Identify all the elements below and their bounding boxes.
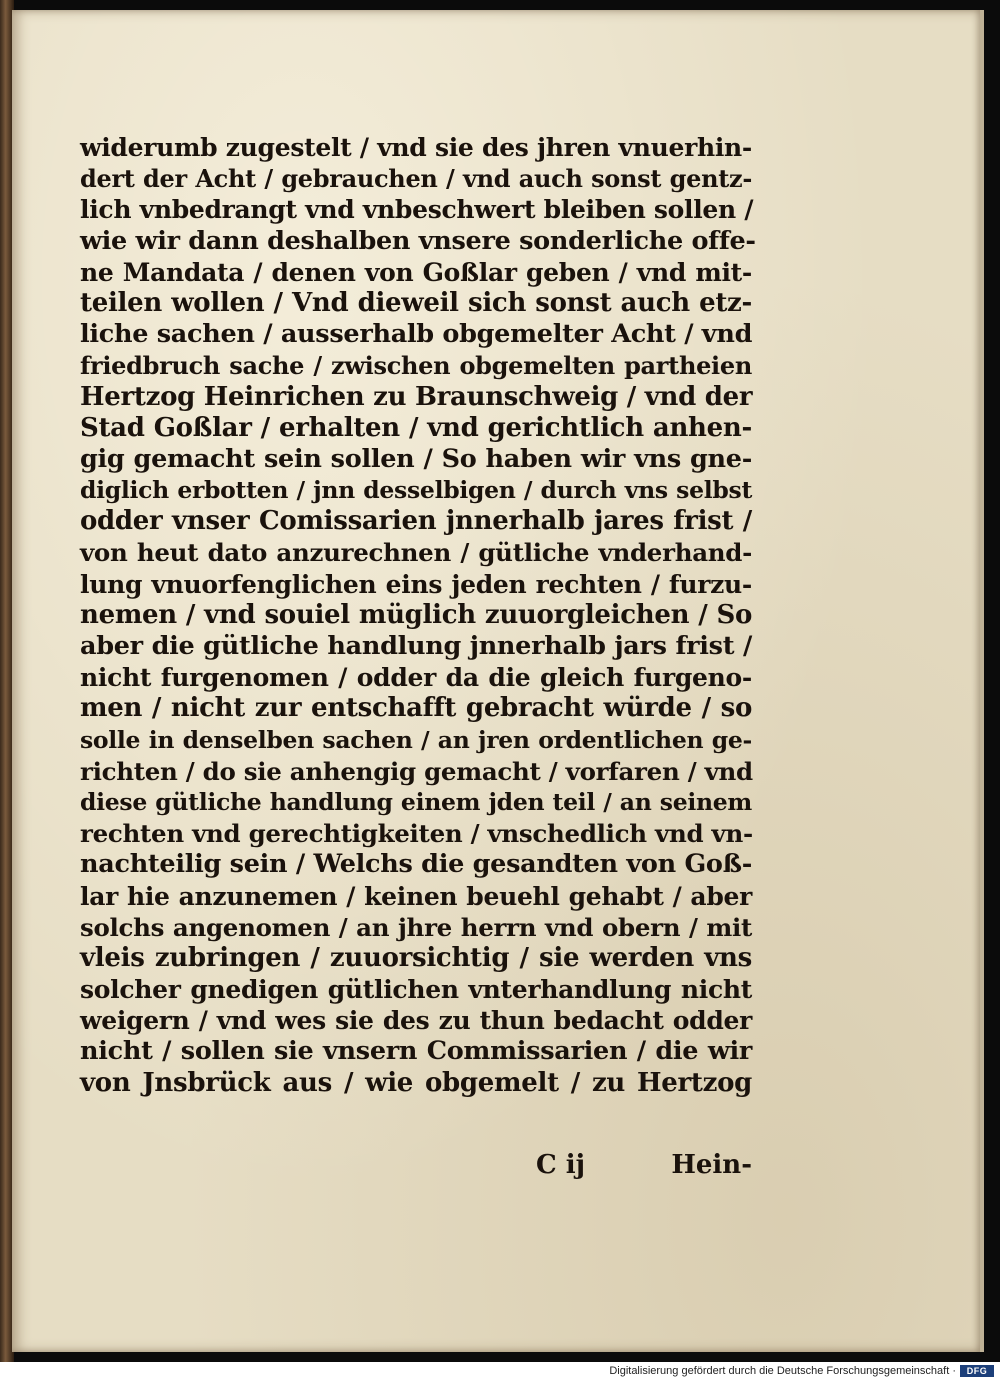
text-line: von heut dato anzurechnen / gütliche vnderhand- xyxy=(80,538,752,568)
text-line: Hertzog Heinrichen zu Braunschweig / vnd der xyxy=(80,381,753,412)
text-line: aber die gütliche handlung jnnerhalb jars frist / xyxy=(80,631,752,661)
catchword: Hein- xyxy=(671,1150,752,1180)
text-line: nemen / vnd souiel müglich zuuorgleichen / So xyxy=(80,599,752,630)
text-line: widerumb zugestelt / vnd sie des jhren vnuerhin- xyxy=(80,133,752,162)
credit-text: Digitalisierung gefördert durch die Deutsche Forschungsgemeinschaft · xyxy=(609,1365,956,1377)
text-line: nachteilig sein / Welchs die gesandten von Goß- xyxy=(80,849,752,880)
text-line: vleis zubringen / zuuorsichtig / sie werden vns xyxy=(80,942,752,973)
text-line: nicht furgenomen / odder da die gleich furgeno- xyxy=(80,663,752,693)
text-line: solchs angenomen / an jhre herrn vnd obern / mit xyxy=(80,912,752,942)
text-line: odder vnser Comissarien jnnerhalb jares frist / xyxy=(80,506,752,537)
text-line: weigern / vnd wes sie des zu thun bedacht odder xyxy=(80,1006,752,1036)
text-line: teilen wollen / Vnd dieweil sich sonst auch etz- xyxy=(80,287,752,318)
text-line: gig gemacht sein sollen / So haben wir vns gne- xyxy=(80,443,752,474)
text-line: solcher gnedigen gütlichen vnterhandlung nicht xyxy=(80,975,752,1005)
text-line: diglich erbotten / jnn desselbigen / durch vns selbst xyxy=(80,476,752,505)
signature-mark: C ij xyxy=(536,1150,586,1180)
credit-bar xyxy=(0,1362,1000,1380)
text-line: liche sachen / ausserhalb obgemelter Acht / vnd xyxy=(80,319,753,350)
book-page xyxy=(12,10,980,1352)
text-line: lich vnbedrangt vnd vnbeschwert bleiben sollen / xyxy=(80,195,754,225)
text-line: dert der Acht / gebrauchen / vnd auch sonst gentz- xyxy=(80,164,752,194)
text-line: Stad Goßlar / erhalten / vnd gerichtlich anhen- xyxy=(80,412,752,443)
text-line: friedbruch sache / zwischen obgemelten partheien xyxy=(80,351,752,381)
text-line: nicht / sollen sie vnsern Commissarien / die wir xyxy=(80,1036,752,1067)
text-line: diese gütliche handlung einem jden teil / an seinem xyxy=(80,787,752,816)
text-line: solle in denselben sachen / an jren ordentlichen ge- xyxy=(80,725,752,754)
text-line: wie wir dann deshalben vnsere sonderliche offe- xyxy=(80,225,756,256)
dfg-logo: DFG xyxy=(960,1365,994,1377)
text-line: men / nicht zur entschafft gebracht würde / so xyxy=(80,693,752,724)
page-right-edge xyxy=(980,10,984,1352)
text-line: lung vnuorfenglichen eins jeden rechten / furzu- xyxy=(80,569,752,599)
text-line: rechten vnd gerechtigkeiten / vnschedlich vnd vn- xyxy=(80,819,753,849)
text-line: lar hie anzunemen / keinen beuehl gehabt / aber xyxy=(80,881,752,911)
text-line: ne Mandata / denen von Goßlar geben / vnd mit- xyxy=(80,257,752,287)
page-footer xyxy=(80,1150,752,1184)
body-text xyxy=(80,132,760,1099)
text-line: richten / do sie anhengig gemacht / vorfaren / vnd xyxy=(80,756,753,786)
text-line: von Jnsbrück aus / wie obgemelt / zu Hertzog xyxy=(80,1067,752,1098)
